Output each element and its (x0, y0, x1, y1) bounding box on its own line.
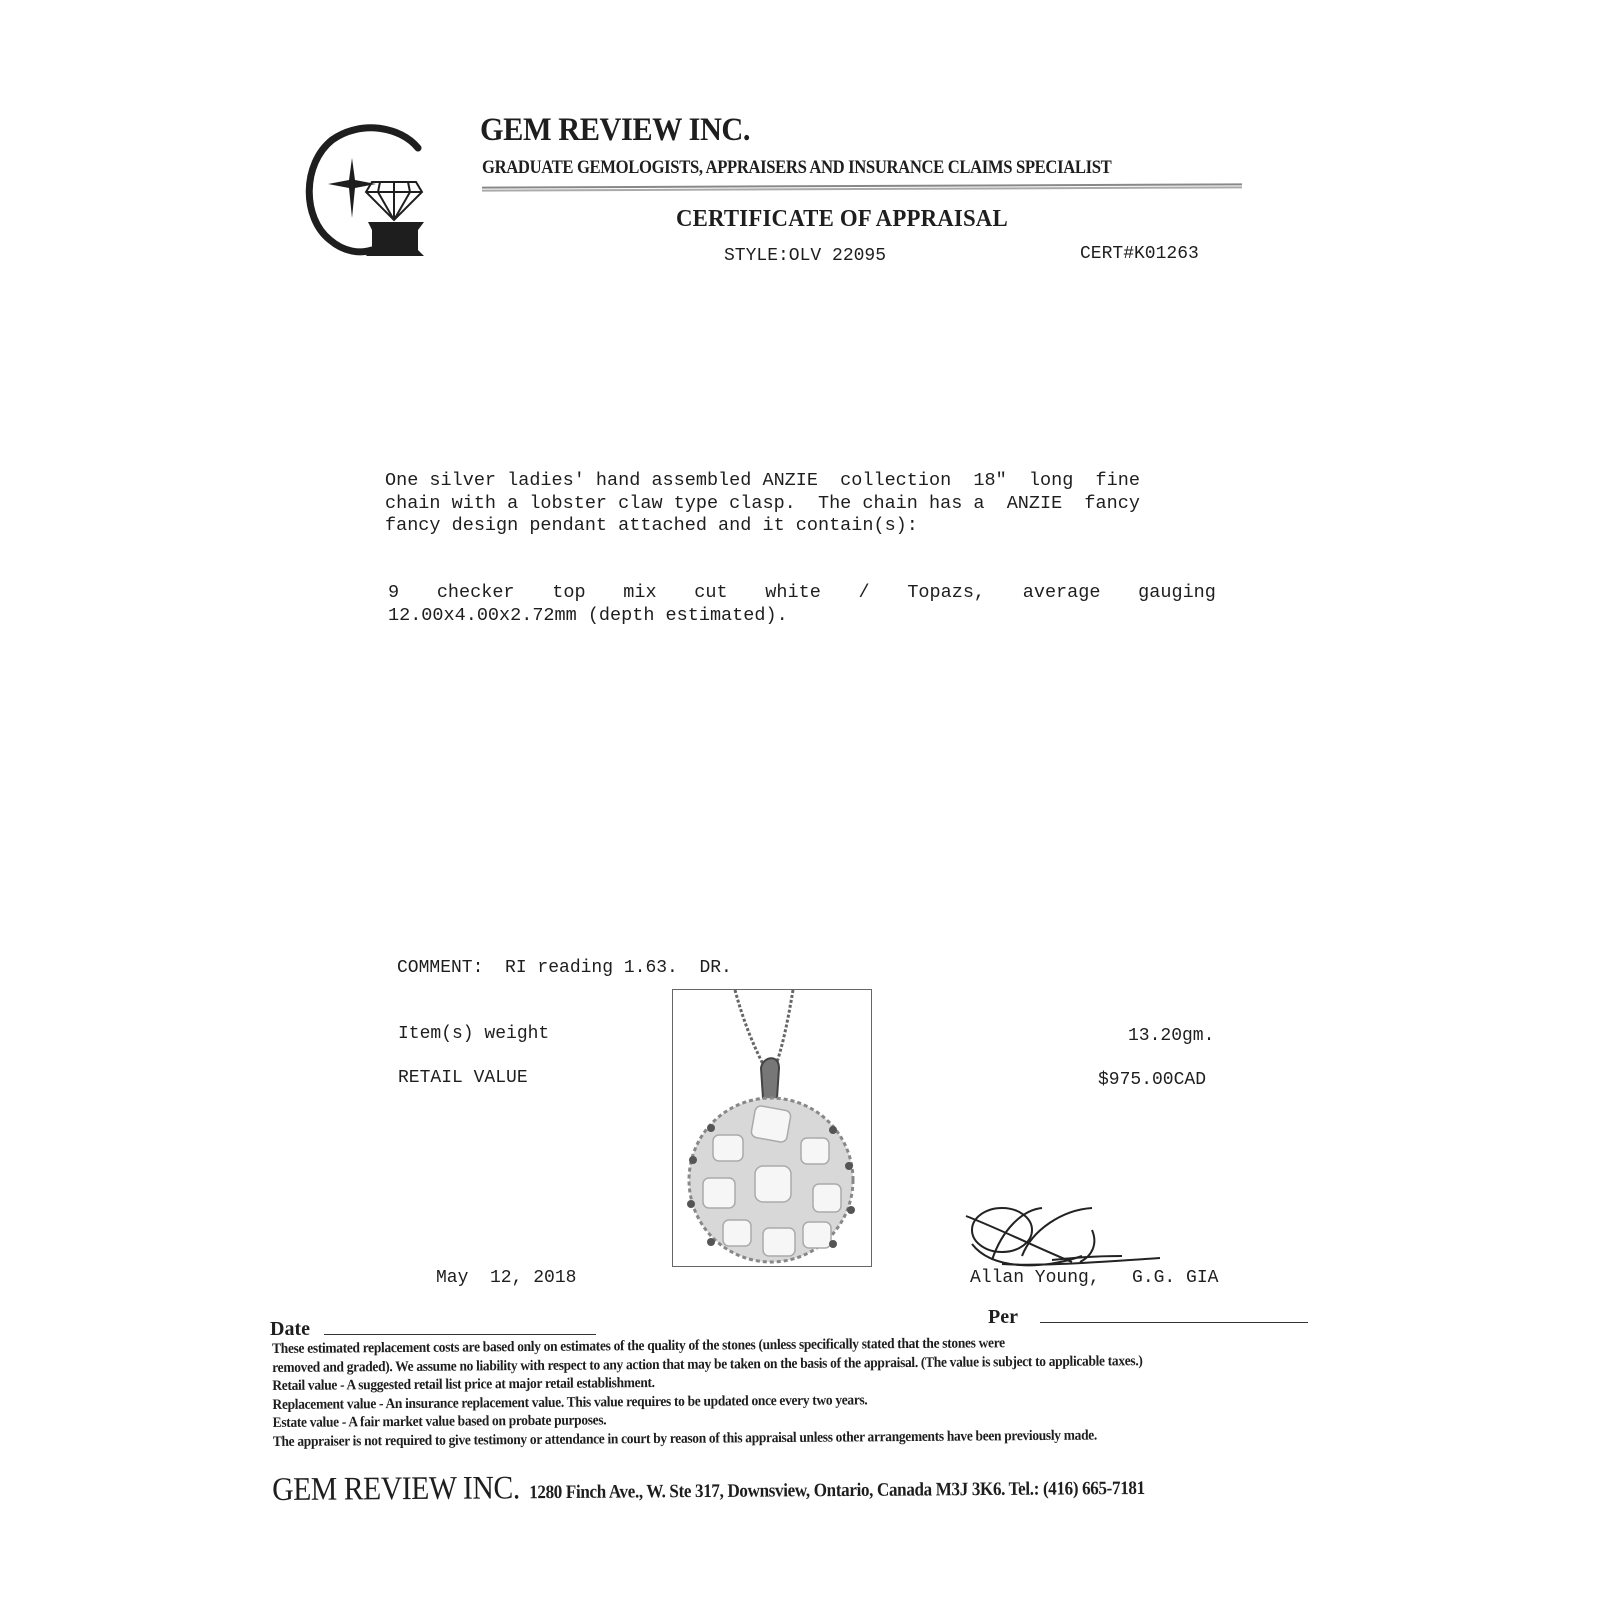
disclaimer-line: The appraiser is not required to give testimony or attendance in court by reason of this appraisal unless other arrangements have been previously made. (272, 1427, 1097, 1450)
retail-value-label: RETAIL VALUE (398, 1068, 528, 1088)
disclaimer (272, 1332, 1343, 1452)
document-title: CERTIFICATE OF APPRAISAL (676, 206, 1008, 232)
per-label: Per (988, 1306, 1018, 1328)
description-line-1: One silver ladies' hand assembled ANZIE collection 18" long fine (385, 470, 1140, 491)
description-line-2: chain with a lobster claw type clasp. The chain has a ANZIE fancy (385, 492, 1140, 514)
stones-word: white (765, 582, 821, 603)
date-signature-line (324, 1334, 596, 1335)
stones-word: / (858, 582, 870, 603)
appraisal-date: May 12, 2018 (436, 1268, 577, 1288)
stones-word: cut (694, 582, 728, 603)
stones-description (388, 582, 1216, 627)
stones-word: 9 (388, 582, 400, 603)
disclaimer-line: Replacement value - An insurance replacement value. This value requires to be updated once every two years. (272, 1392, 868, 1413)
pendant-image-icon (673, 990, 871, 1266)
weight-label: Item(s) weight (398, 1024, 550, 1044)
disclaimer-line: Retail value - A suggested retail list price at major retail establishment. (272, 1375, 655, 1395)
stones-line-2: 12.00x4.00x2.72mm (depth estimated). (388, 604, 788, 626)
gem-review-logo-icon (300, 118, 430, 258)
comment-text: COMMENT: RI reading 1.63. DR. (397, 958, 732, 978)
disclaimer-line: These estimated replacement costs are based only on estimates of the quality of the stones (unless specifically stated that the stones were (272, 1335, 1005, 1357)
pendant-photo (672, 989, 872, 1267)
stones-word: gauging (1138, 582, 1216, 603)
description-line (385, 470, 1217, 493)
footer (272, 1465, 1213, 1509)
description-line-3: fancy design pendant attached and it contain(s): (385, 515, 918, 536)
per-signature-line (1040, 1322, 1308, 1323)
stones-word: top (552, 582, 586, 603)
stones-word: Topazs, (907, 582, 986, 603)
description-line (385, 493, 1217, 516)
description-line (385, 515, 1217, 538)
company-tagline: GRADUATE GEMOLOGISTS, APPRAISERS AND INSURANCE CLAIMS SPECIALIST (482, 158, 1112, 178)
company-name: GEM REVIEW INC. (480, 112, 751, 148)
disclaimer-line: Estate value - A fair market value based on probate purposes. (272, 1412, 607, 1432)
header-divider (482, 183, 1242, 191)
appraiser-name: Allan Young, G.G. GIA (970, 1268, 1219, 1288)
style-number: STYLE:OLV 22095 (724, 246, 887, 266)
date-label: Date (270, 1318, 310, 1340)
footer-company-name: GEM REVIEW INC. (272, 1470, 520, 1508)
footer-address: 1280 Finch Ave., W. Ste 317, Downsview, Ontario, Canada M3J 3K6. Tel.: (416) 665-7181 (529, 1477, 1145, 1504)
item-description (385, 470, 1217, 538)
stones-line-1 (388, 582, 1216, 605)
disclaimer-line: removed and graded). We assume no liability with respect to any action that may be taken on the basis of the appraisal. (The value is subject to applicable taxes.) (272, 1352, 1143, 1376)
retail-value-amount: $975.00CAD (1098, 1070, 1207, 1090)
weight-value: 13.20gm. (1128, 1026, 1215, 1046)
stones-word: average (1022, 582, 1101, 603)
stones-word: mix (623, 582, 657, 603)
certificate-number: CERT#K01263 (1080, 244, 1199, 264)
stones-word: checker (436, 582, 515, 603)
